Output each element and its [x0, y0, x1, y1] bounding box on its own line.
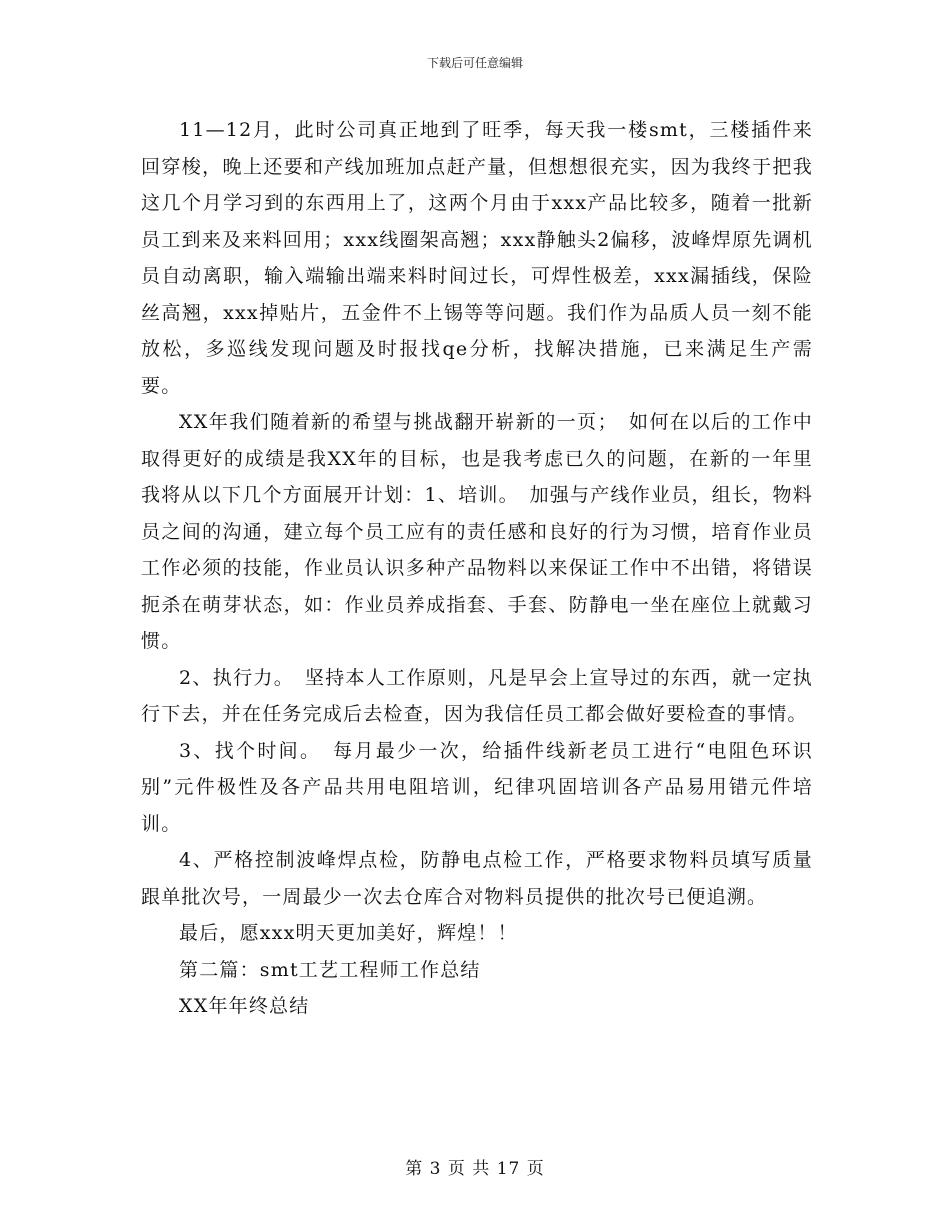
paragraph-wave-solder-control: 4、严格控制波峰焊点检，防静电点检工作，严格要求物料员填写质量跟单批次号，一周最少一次去仓库合对物料员提供的批次号已便追溯。 — [141, 849, 813, 908]
paragraph-closing: 最后，愿xxx明天更加美好，辉煌！！ — [179, 922, 518, 944]
paragraph-training-time: 3、找个时间。 每月最少一次，给插件线新老员工进行“电阻色环识别”元件极性及各产品共用电阻培训，纪律巩固培训各产品易用错元件培训。 — [141, 739, 813, 835]
page-number-footer: 第 3 页 共 17 页 — [405, 1159, 545, 1179]
document-body — [141, 112, 813, 1025]
paragraph-execution: 2、执行力。 坚持本人工作原则，凡是早会上宣导过的东西，就一定执行下去，并在任务完成后去检查，因为我信任员工都会做好要检查的事情。 — [141, 666, 813, 725]
page-header-note: 下载后可任意编辑 — [426, 56, 523, 70]
paragraph-peak-season: 11—12月，此时公司真正地到了旺季，每天我一楼smt，三楼插件来回穿梭，晚上还要和产线加班加点赶产量，但想想很充实，因为我终于把我这几个月学习到的东西用上了，这两个月由于xxx产品比较多，随着一批新员工到来及来料回用；xxx线圈架高翘；xxx静触头2偏移，波峰焊原先调机员自动离职，输入端输出端来料时间过长，可焊性极差，xxx漏插线，保险丝高翘，xxx掉贴片，五金件不上锡等等问题。我们作为品质人员一刻不能放松，多巡线发现问题及时报找qe分析，找解决措施，已来满足生产需要。 — [141, 119, 813, 397]
paragraph-annual-plan: XX年我们随着新的希望与挑战翻开崭新的一页； 如何在以后的工作中取得更好的成绩是我XX年的目标，也是我考虑已久的问题，在新的一年里我将从以下几个方面展开计划：1、培训。 加强与产线作业员，组长，物料员之间的沟通，建立每个员工应有的责任感和良好的行为习惯，培育作业员工作必须的技能，作业员认识多种产品物料以来保证工作中不出错，将错误扼杀在萌芽状态，如：作业员养成指套、手套、防静电一坐在座位上就戴习惯。 — [141, 411, 813, 652]
section-heading-second-article: 第二篇：smt工艺工程师工作总结 — [179, 958, 481, 981]
section-subheading-year-end-summary: XX年年终总结 — [179, 995, 310, 1017]
